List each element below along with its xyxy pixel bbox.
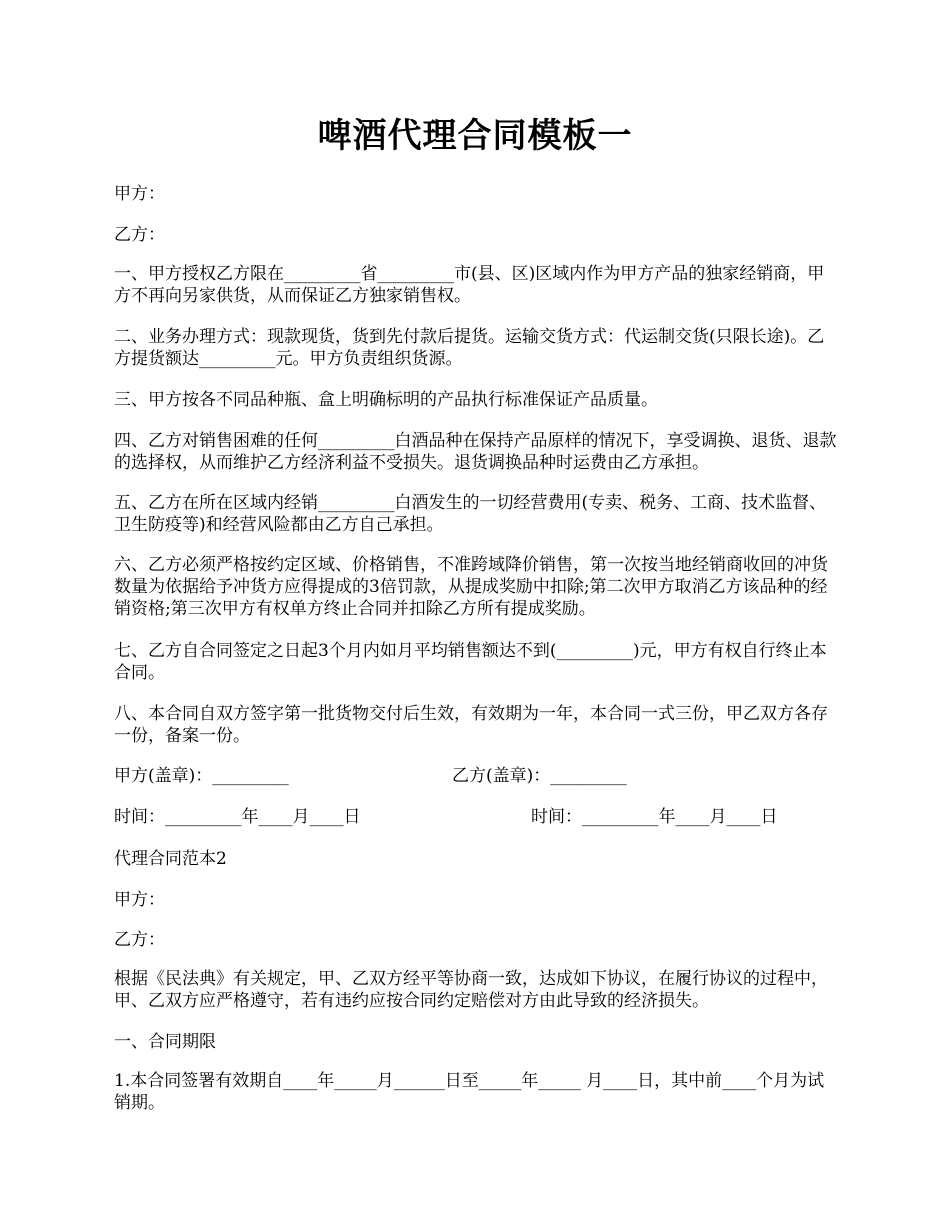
sample2-heading: 代理合同范本2 xyxy=(114,849,227,869)
party-a-date: 时间：_________年____月____日 xyxy=(114,807,361,827)
clause-8: 八、本合同自双方签字第一批货物交付后生效，有效期为一年，本合同一式三份，甲乙双方各存一份，备案一份。 xyxy=(114,704,828,746)
clause-5: 五、乙方在所在区域内经销_________白酒发生的一切经营费用(专卖、税务、工商、技术监督、卫生防疫等)和经营风险都由乙方自己承担。 xyxy=(114,493,827,535)
party-b-label: 乙方： xyxy=(114,225,165,245)
party-a-label: 甲方： xyxy=(114,184,165,204)
sample2-party-b-label: 乙方： xyxy=(114,930,165,950)
party-a-seal: 甲方(盖章)：_________ xyxy=(114,766,289,786)
section1-heading: 一、合同期限 xyxy=(114,1032,216,1052)
clause-7: 七、乙方自合同签定之日起3个月内如月平均销售额达不到(_________)元，甲方有权自行终止本合同。 xyxy=(114,641,827,683)
party-b-date: 时间：_________年____月____日 xyxy=(531,807,778,827)
clause-1: 一、甲方授权乙方限在_________省_________市(县、区)区域内作为甲方产品的独家经销商，甲方不再向另家供货，从而保证乙方独家销售权。 xyxy=(114,264,825,306)
clause-4: 四、乙方对销售困难的任何_________白酒品种在保持产品原样的情况下，享受调换、退货、退款的选择权，从而维护乙方经济利益不受损失。退货调换品种时运费由乙方承担。 xyxy=(114,431,837,473)
section1-item1: 1.本合同签署有效期自____年_____月______日至_____年_____ 月____日，其中前____个月为试销期。 xyxy=(114,1071,825,1113)
clause-2: 二、业务办理方式：现款现货，货到先付款后提货。运输交货方式：代运制交货(只限长途)。乙方提货额达_________元。甲方负责组织货源。 xyxy=(114,327,825,369)
party-b-seal: 乙方(盖章)：_________ xyxy=(452,766,627,786)
sample2-intro: 根据《民法典》有关规定，甲、乙双方经平等协商一致，达成如下协议，在履行协议的过程中，甲、乙双方应严格遵守，若有违约应按合同约定赔偿对方由此导致的经济损失。 xyxy=(114,969,828,1011)
sample2-party-a-label: 甲方： xyxy=(114,890,165,910)
document-title: 啤酒代理合同模板一 xyxy=(317,116,633,156)
clause-3: 三、甲方按各不同品种瓶、盒上明确标明的产品执行标准保证产品质量。 xyxy=(114,390,658,410)
clause-6: 六、乙方必须严格按约定区域、价格销售，不准跨域降价销售，第一次按当地经销商收回的冲货数量为依据给予冲货方应得提成的3倍罚款，从提成奖励中扣除;第二次甲方取消乙方该品种的经销资格;第三次甲方有权单方终止合同并扣除乙方所有提成奖励。 xyxy=(114,555,828,619)
